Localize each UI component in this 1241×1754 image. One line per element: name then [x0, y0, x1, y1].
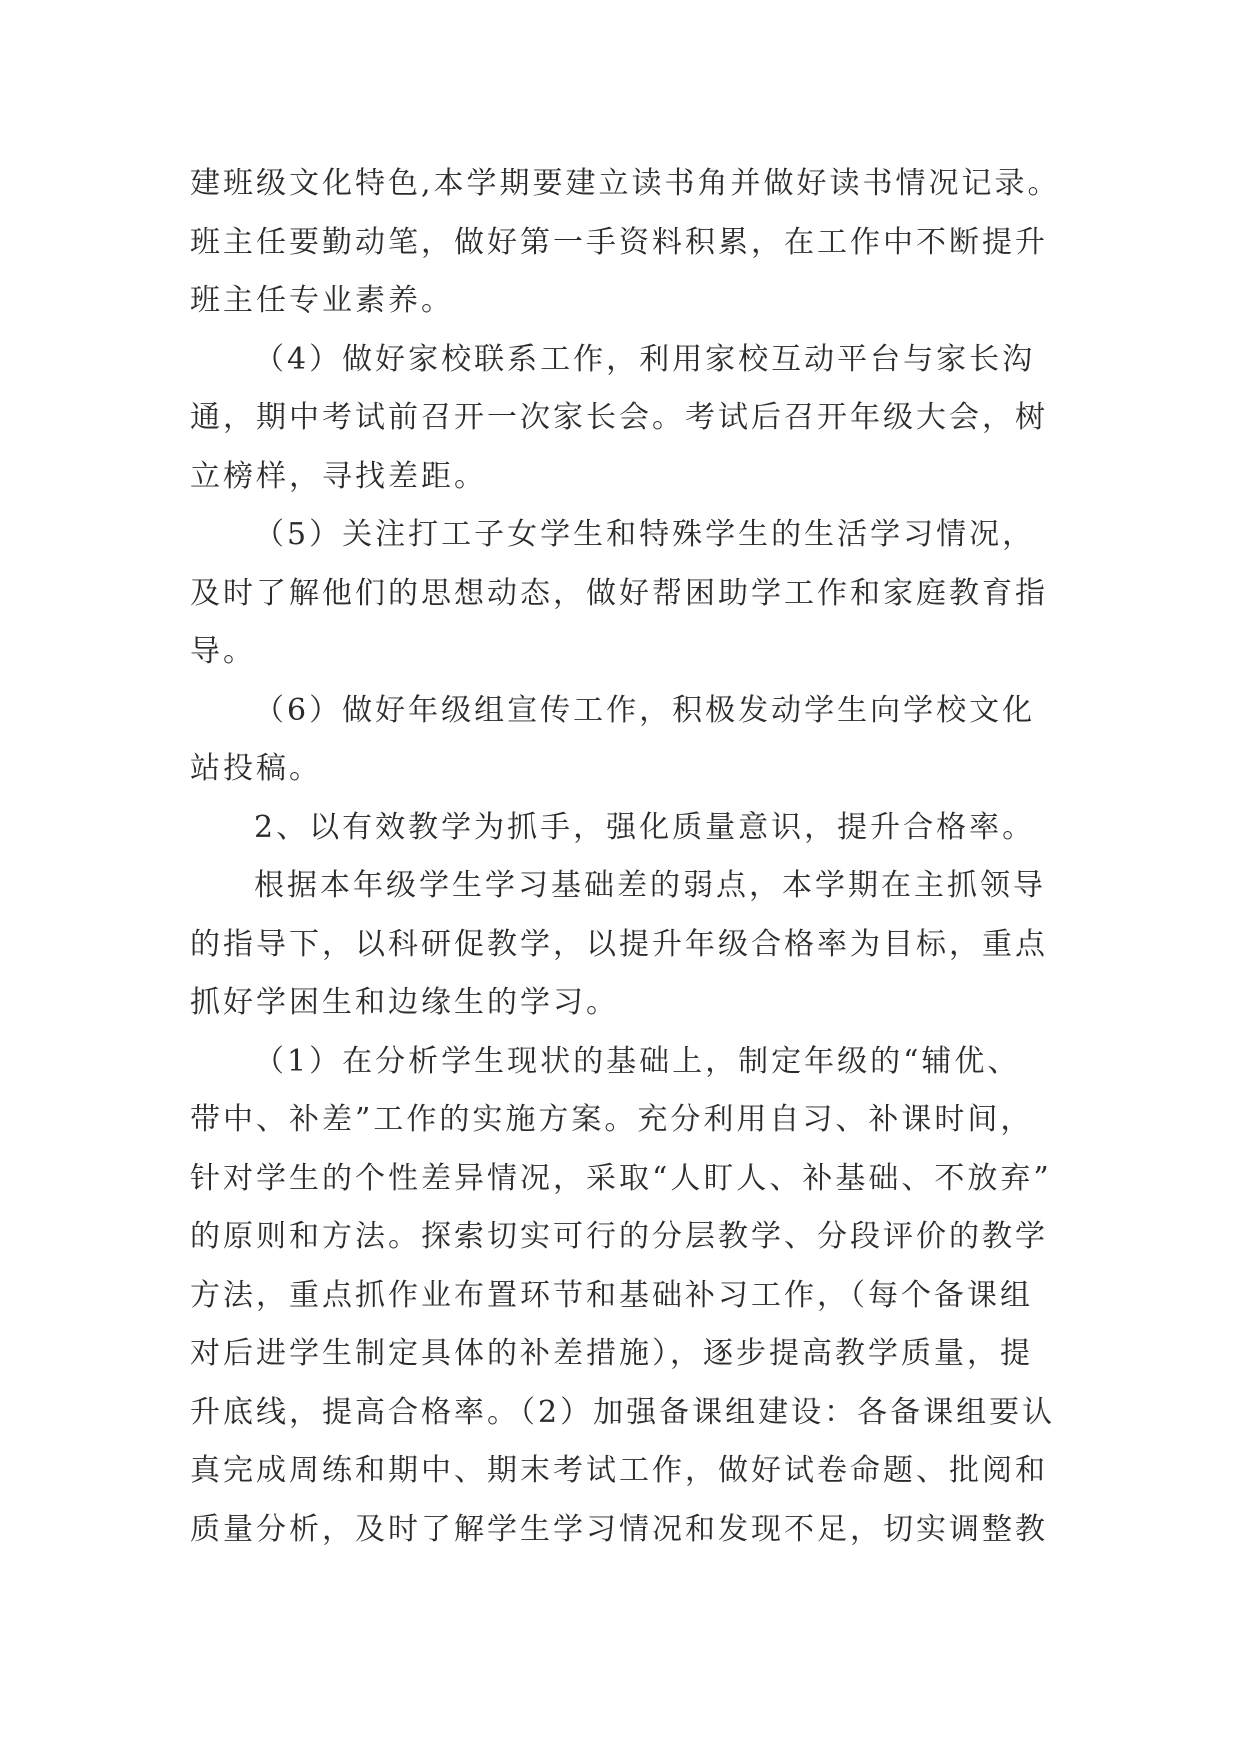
text-line: 质量分析，及时了解学生学习情况和发现不足，切实调整教 [190, 1511, 1048, 1547]
text-line: （1）在分析学生现状的基础上，制定年级的“辅优、 [254, 1043, 1021, 1079]
text-line: 针对学生的个性差异情况，采取“人盯人、补基础、不放弃” [190, 1160, 1052, 1196]
text-line: （6）做好年级组宣传工作，积极发动学生向学校文化 [254, 692, 1036, 728]
text-line: 通，期中考试前召开一次家长会。考试后召开年级大会，树 [190, 400, 1048, 435]
text-line: 的指导下，以科研促教学，以提升年级合格率为目标，重点 [190, 926, 1048, 962]
text-line: 对后进学生制定具体的补差措施），逐步提高教学质量，提 [190, 1336, 1033, 1371]
body-text [190, 155, 1060, 1559]
text-line: （4）做好家校联系工作，利用家校互动平台与家长沟 [254, 341, 1036, 377]
text-line: 的原则和方法。探索切实可行的分层教学、分段评价的教学 [190, 1219, 1048, 1254]
text-line: 站投稿。 [190, 751, 322, 786]
text-line: 方法，重点抓作业布置环节和基础补习工作，（每个备课组 [190, 1277, 1033, 1313]
text-line: 班主任要勤动笔，做好第一手资料积累，在工作中不断提升 [190, 224, 1048, 260]
text-line: 真完成周练和期中、期末考试工作，做好试卷命题、批阅和 [190, 1453, 1048, 1488]
text-line: 带中、补差”工作的实施方案。充分利用自习、补课时间， [190, 1102, 1034, 1137]
text-line: 班主任专业素养。 [190, 283, 454, 318]
text-line: 2、以有效教学为抓手，强化质量意识，提升合格率。 [254, 809, 1036, 845]
text-line: 根据本年级学生学习基础差的弱点，本学期在主抓领导 [254, 868, 1046, 903]
text-line: 建班级文化特色,本学期要建立读书角并做好读书情况记录。 [190, 166, 1061, 201]
text-line: 立榜样，寻找差距。 [190, 458, 487, 494]
text-line: 升底线，提高合格率。（2）加强备课组建设：各备课组要认 [190, 1394, 1056, 1430]
text-line: （5）关注打工子女学生和特殊学生的生活学习情况， [254, 517, 1036, 552]
text-line: 抓好学困生和边缘生的学习。 [190, 985, 619, 1020]
text-line: 导。 [190, 634, 256, 669]
text-line: 及时了解他们的思想动态，做好帮困助学工作和家庭教育指 [190, 575, 1048, 611]
